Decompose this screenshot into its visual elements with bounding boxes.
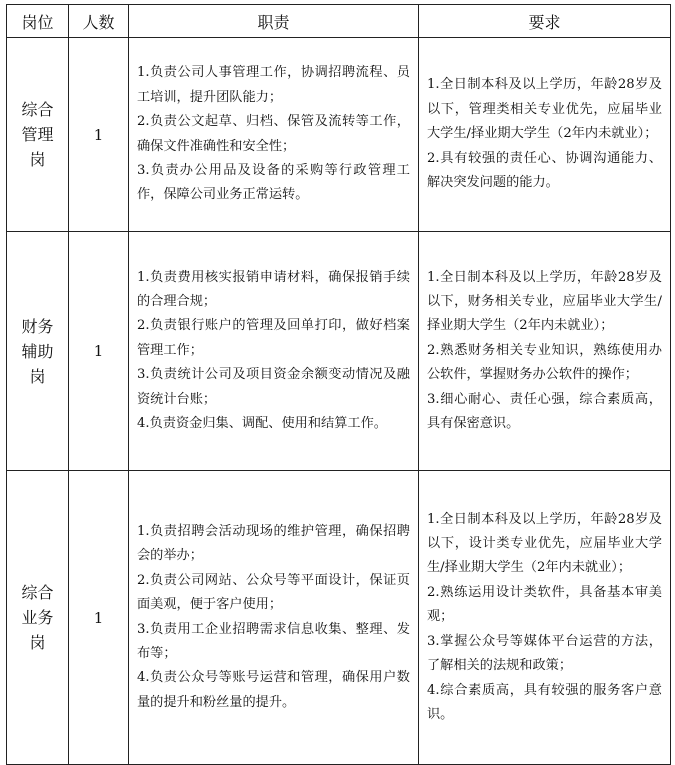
duties-cell (129, 232, 419, 471)
duty-item: 2.负责公文起草、归档、保管及流转等工作，确保文件准确性和安全性； (137, 114, 410, 154)
duties-cell (129, 38, 419, 232)
duty-item: 1.负责公司人事管理工作，协调招聘流程、员工培训，提升团队能力； (137, 65, 410, 105)
count-cell: 1 (69, 38, 129, 232)
table-row (7, 232, 671, 471)
position-name: 综合管理岗 (21, 100, 54, 169)
requirement-item: 3.细心耐心、责任心强，综合素质高，具有保密意识。 (427, 391, 662, 432)
header-position: 岗位 (7, 5, 69, 38)
header-count: 人数 (69, 5, 129, 38)
duty-item: 2.负责公司网站、公众号等平面设计，保证页面美观，便于客户使用； (137, 572, 410, 613)
position-cell (7, 232, 69, 471)
requirement-item: 1.全日制本科及以上学历，年龄28岁及以下，管理类相关专业优先，应届毕业大学生/择业期大学生（2年内未就业）； (427, 77, 662, 142)
header-requirements: 要求 (419, 5, 671, 38)
requirement-item: 2.熟悉财务相关专业知识，熟练使用办公软件，掌握财务办公软件的操作； (427, 342, 662, 383)
table-row (7, 38, 671, 232)
duty-item: 4.负责资金归集、调配、使用和结算工作。 (137, 416, 387, 432)
position-cell (7, 471, 69, 765)
count-cell: 1 (69, 471, 129, 765)
requirements-cell (419, 471, 671, 765)
position-cell (7, 38, 69, 232)
requirement-item: 2.具有较强的责任心、协调沟通能力、解决突发问题的能力。 (427, 150, 662, 191)
requirement-item: 2.熟练运用设计类软件，具备基本审美观； (427, 584, 662, 625)
position-name: 综合业务岗 (21, 583, 54, 652)
job-table (6, 4, 671, 765)
requirement-item: 1.全日制本科及以上学历，年龄28岁及以下，设计类专业优先，应届毕业大学生/择业期大学生（2年内未就业）； (427, 511, 662, 576)
duty-item: 4.负责公众号等账号运营和管理，确保用户数量的提升和粉丝量的提升。 (137, 670, 410, 710)
duties-cell (129, 471, 419, 765)
duty-item: 2.负责银行账户的管理及回单打印，做好档案管理工作； (137, 318, 410, 358)
duty-item: 3.负责用工企业招聘需求信息收集、整理、发布等； (137, 621, 410, 661)
duty-item: 3.负责统计公司及项目资金余额变动情况及融资统计台账； (137, 367, 410, 407)
duty-item: 1.负责招聘会活动现场的维护管理，确保招聘会的举办； (137, 523, 410, 564)
requirement-item: 4.综合素质高，具有较强的服务客户意识。 (427, 682, 662, 722)
requirements-cell (419, 38, 671, 232)
requirement-item: 3.掌握公众号等媒体平台运营的方法，了解相关的法规和政策； (427, 633, 662, 674)
duty-item: 1.负责费用核实报销申请材料，确保报销手续的合理合规； (137, 269, 410, 309)
duty-item: 3.负责办公用品及设备的采购等行政管理工作，保障公司业务正常运转。 (137, 162, 410, 203)
header-duties: 职责 (129, 5, 419, 38)
count-cell: 1 (69, 232, 129, 471)
header-row (7, 5, 671, 38)
requirement-item: 1.全日制本科及以上学历，年龄28岁及以下，财务相关专业，应届毕业大学生/择业期大学生（2年内未就业）； (427, 269, 662, 334)
table-row (7, 471, 671, 765)
requirements-cell (419, 232, 671, 471)
position-name: 财务辅助岗 (21, 316, 54, 386)
